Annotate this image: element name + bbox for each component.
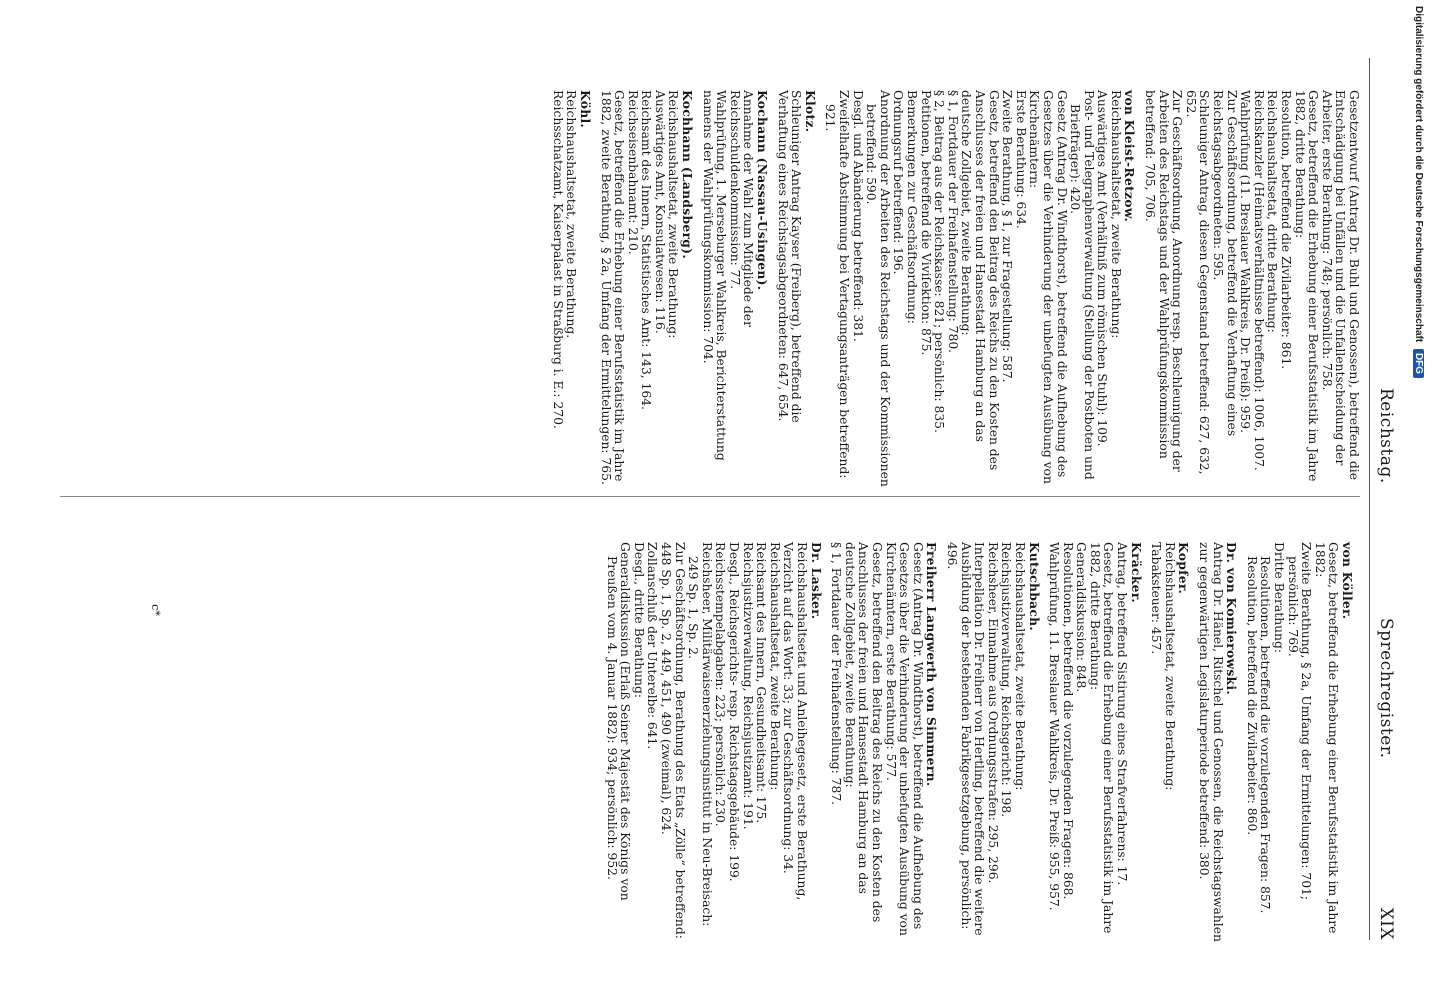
register-entry: Reichsheer, Militärwaisenerziehungsinstitut in Neu-Breisach: 249 Sp. 1, Sp. 2. [686, 542, 714, 927]
register-entry: Reichshaushaltsetat und Anleihegesetz, erste Berathung, Verzicht auf das Wort: 33; zur Geschäftsordnung: 34. [781, 542, 810, 901]
left-column [550, 70, 1360, 490]
register-entry: Zweite Berathung, § 2a, Umfang der Ermittelungen: 701; persönlich: 769. [1285, 542, 1314, 901]
footer-mark: c* [149, 604, 162, 616]
register-entry: Tabaksteuer: 457. [1149, 542, 1164, 655]
register-entry: Zweifelhafte Abstimmung bei Vertagungsanträgen betreffend: 921. [823, 90, 852, 479]
register-entry: Gesetz (Antrag Dr. Windthorst), betreffend die Aufhebung des Gesetzes über die Verhinderung der unbefugten Ausübung von Kirchenämtern, erste Berathung: 577. [883, 542, 925, 936]
register-entry: Gesetz, betreffend die Erhebung einer Berufsstatistik im Jahre 1882, dritte Berathung: [1292, 90, 1321, 482]
register-entry: Reichshaushaltsetat, zweite Berathung: [1012, 542, 1027, 791]
register-entry: § 1, Fortdauer der Freihafenstellung: 787. [829, 542, 844, 806]
register-entry: § 1, Fortdauer der Freihafenstellung: 780. [945, 90, 960, 354]
speaker-name [802, 70, 817, 490]
register-entry: Reichshaushaltsetat, zweite Berathung: [767, 542, 782, 791]
register-entry: Zur Geschäftsordnung, Berathung des Etats „Zölle“ betreffend: 448 Sp. 1, Sp. 2, 449, 451, 490 (zweimal), 624. [659, 542, 687, 939]
register-entry: Desgl., Reichsgerichts- resp. Reichstagsgebäude: 199. [727, 542, 742, 882]
register-entry: Generaldiskussion: 848. [1074, 542, 1089, 693]
register-entry: § 2, Beitrag aus der Reichskasse: 821; persönlich: 835. [932, 90, 947, 433]
register-entry: Antrag Dr. Hänel, Ritschel und Genossen, die Reichstagswahlen zur gegenwärtigen Legislaturperiode betreffend: 380. [1197, 542, 1225, 942]
dfg-credit-text: Digitalisierung gefördert durch die Deutsche Forschungsgemeinschaft [1413, 6, 1424, 343]
page-header [1369, 58, 1394, 940]
register-entry: Reichshaushaltsetat, zweite Berathung: [666, 90, 681, 339]
speaker-name-label: Klotz. [802, 90, 818, 133]
speaker-name-label: von Köller. [1340, 542, 1355, 620]
register-entry: Reichseisenbahnamt: 210. [625, 90, 640, 255]
register-entry: Antrag, betreffend Sistirung eines Strafverfahrens: 17. [1115, 542, 1130, 886]
speaker-name [1339, 522, 1354, 942]
register-entry: Reichskanzler (Heimatsverhältnisse betreffend): 1006, 1007. [1251, 90, 1266, 471]
register-entry: Zur Geschäftsordnung, Anordnung resp. Beschleunigung der Arbeiten des Reichstags und der Wahlprüfungskommission betreffend: 705, 706. [1143, 90, 1185, 472]
register-entry: Reichshaushaltsetat, zweite Berathung. [564, 90, 579, 339]
speaker-name [924, 522, 939, 942]
register-entry: Gesetzentwurf (Antrag Dr. Buhl und Genossen), betreffend die Entschädigung bei Unfällen und die Unfallentscheidung der Arbeiter, erste Berathung: 748; persönlich: 758. [1319, 90, 1361, 480]
register-entry: Wahlprüfung, 1. Merseburger Wahlkreis, Berichterstattung namens der Wahlprüfungskommission: 704. [700, 90, 729, 461]
speaker-name [1128, 522, 1143, 942]
speaker-name [1026, 522, 1041, 942]
header-left: Reichstag. [1376, 388, 1396, 484]
register-entry: Annahme der Wahl zum Mitgliede der Reichsschuldenkommission: 77. [727, 90, 756, 327]
speaker-name [577, 70, 592, 490]
speaker-name [680, 70, 695, 490]
register-entry: Post- und Telegraphenverwaltung (Stellung der Postboten und Briefträger): 420. [1068, 90, 1096, 480]
register-entry: Reichsheer, Einnahme aus Ordnungsstrafen: 295, 296. [985, 542, 1000, 884]
speaker-name-label: Kräcker. [1128, 542, 1144, 603]
register-entry: Anordnung der Arbeiten des Reichstags und der Kommissionen betreffend: 590. [864, 90, 892, 487]
register-entry: Schleuniger Antrag, diesen Gegenstand betreffend: 627, 632, 652. [1183, 90, 1212, 475]
register-entry: Resolution, betreffend die Zivilarbeiter: 860. [1244, 556, 1259, 836]
register-entry: Reichsstempelabgaben: 223; persönlich: 230. [713, 542, 728, 827]
register-entry: Reichshaushaltsetat, dritte Berathung: [1265, 90, 1280, 333]
register-entry: Wahlprüfung, 11. Breslauer Wahlkreis, Dr. Preiß: 955, 957. [1047, 542, 1062, 911]
register-entry: Reichsamt des Innern, Gesundheitsamt: 175. [754, 542, 769, 824]
register-entry: Schleuniger Antrag Kayser (Freiberg), betreffend die Verhaftung eines Reichstagsabgeordneten: 647, 654. [775, 90, 804, 423]
register-entry: Resolutionen, betreffend die vorzulegenden Fragen: 857. [1258, 556, 1273, 914]
register-entry: Erste Berathung: 634. [1013, 90, 1028, 229]
speaker-name-label: Köhl. [577, 90, 593, 129]
dfg-credit [1410, 6, 1424, 375]
register-entry: Auswärtiges Amt, Konsulatwesen: 116. [652, 90, 667, 334]
register-entry: Gesetz, betreffend den Beitrag des Reichs zu den Kosten des Anschlusses der freien und Hansestadt Hamburg an das deutsche Zollgebiet, zweite Berathung: [842, 542, 884, 923]
speaker-name-label: Kochhann (Landsberg). [680, 90, 696, 259]
page-number: XIX [1376, 907, 1396, 940]
register-entry: Reichsamt des Innern, Statistisches Amt: 143, 164. [639, 90, 654, 410]
register-entry: Auswärtiges Amt (Verhältniß zum römischen Stuhl): 109. [1095, 90, 1110, 447]
dfg-badge: DFG [1413, 349, 1424, 378]
register-entry: Resolutionen, betreffend die vorzulegenden Fragen: 868. [1060, 542, 1075, 900]
speaker-name [1224, 522, 1239, 942]
speaker-name [808, 522, 823, 942]
register-entry: Reichsjustizverwaltung, Reichsjustizamt: 191. [740, 542, 755, 830]
speaker-name-label: Dr. Lasker. [808, 542, 824, 620]
speaker-name [1176, 522, 1191, 942]
register-entry: Gesetz, betreffend die Erhebung einer Berufsstatistik im Jahre 1882, zweite Berathung, § 2a, Umfang der Ermittelungen: 765. [598, 90, 627, 485]
register-entry: Zweite Berathung, § 1, zur Fragestellung: 587. [1000, 90, 1015, 383]
register-entry: Gesetz, betreffend den Beitrag des Reichs zu den Kosten des Anschlusses der freien und Hansestadt Hamburg an das deutsche Zollgebiet, zweite Berathung: [959, 90, 1001, 471]
register-entry: Zollanschluß der Unterelbe: 641. [645, 542, 660, 750]
register-entry: Resolution, betreffend die Zivilarbeiter: 861. [1279, 90, 1294, 370]
register-entry: Reichshaushaltsetat, zweite Berathung: [1162, 542, 1177, 791]
register-entry: Reichsjustizverwaltung, Reichsgericht: 198. [999, 542, 1014, 818]
register-entry: Generaldiskussion (Erlaß Seiner Majestät des Königs von Preußen vom 4. Januar 1882): 934; persönlich: 952. [604, 542, 633, 901]
register-entry: Dritte Berathung: [1272, 542, 1287, 653]
speaker-name-label: von Kleist-Retzow. [1122, 90, 1138, 223]
speaker-name-label: Kutschbach. [1026, 542, 1042, 631]
column-divider [60, 496, 1360, 497]
register-entry: Wahlprüfung (11. Breslauer Wahlkreis, Dr. Preiß): 959. [1238, 90, 1253, 434]
speaker-name-label: Dr. von Komierowski. [1224, 542, 1240, 695]
register-entry: Bemerkungen zur Geschäftsordnung: [905, 90, 919, 324]
speaker-name-label: Kochann (Nassau-Usingen). [755, 90, 771, 291]
speaker-name [754, 70, 769, 490]
register-entry: Gesetz, betreffend die Erhebung einer Berufsstatistik im Jahre 1882, dritte Berathung: [1087, 542, 1116, 934]
register-entry: Petitionen, betreffend die Viviſektion: 875. [918, 90, 933, 356]
register-entry: Desgl., dritte Berathung: [631, 542, 646, 698]
header-center: Sprechregister. [1376, 618, 1396, 759]
speaker-name-label: Kopfer. [1176, 542, 1192, 595]
speaker-name [1122, 70, 1137, 490]
register-entry: Ordnungsruf betreffend: 196. [891, 90, 906, 275]
register-entry: Desgl. und Abänderung betreffend: 381. [850, 90, 865, 342]
right-column [604, 522, 1360, 942]
register-entry: Zur Geschäftsordnung, betreffend die Verhaftung eines Reichstagsabgeordneten: 595. [1211, 90, 1239, 437]
register-entry: Reichsschatzamt, Kaiserpalast in Straßburg i. E.: 270. [550, 90, 565, 429]
register-page [26, 20, 1406, 980]
register-entry: Interpellation Dr. Freiherr von Hertling, betreffend die weitere Ausbildung der bestehenden Fabrikgesetzgebung, persönlich: 496. [944, 542, 987, 936]
register-entry: Gesetz, betreffend die Erhebung einer Berufsstatistik im Jahre 1882: [1312, 542, 1341, 934]
speaker-name-label: Freiherr Langwerth von Simmern. [924, 542, 940, 787]
register-entry: Gesetz (Antrag Dr. Windthorst), betreffend die Aufhebung des Gesetzes über die Verhinderung der unbefugten Ausübung von Kirchenämtern: [1027, 90, 1069, 484]
register-entry: Reichshaushaltsetat, zweite Berathung: [1108, 90, 1123, 339]
